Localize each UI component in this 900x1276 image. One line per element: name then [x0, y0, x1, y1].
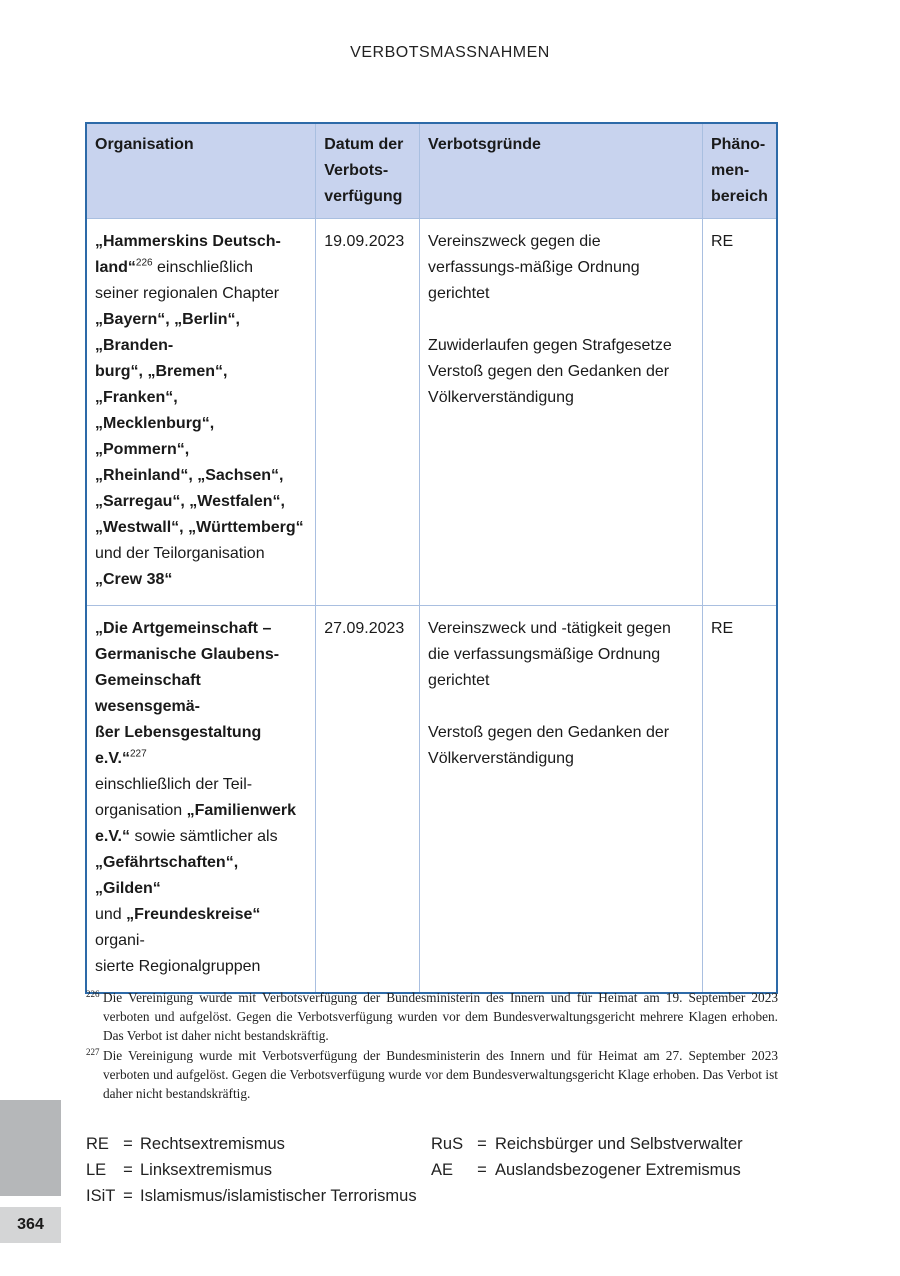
footnote-226: 226 Die Vereinigung wurde mit Verbotsverfügung der Bundesministerin des Innern und für Heimat am 19. September 2023 verboten und aufgelöst. Gegen die Verbotsverfügung wurden vor dem Bundesverwaltungsgericht mehrere Klagen erhoben. Das Verbot ist daher nicht bestandskräftig.: [86, 989, 778, 1044]
footnotes: [86, 988, 778, 1103]
cell-datum: 19.09.2023: [316, 219, 420, 606]
legend-item: AE = Auslandsbezogener Extremismus: [431, 1161, 741, 1179]
margin-tab: [0, 1100, 61, 1196]
header-organisation: Organisation: [86, 123, 316, 219]
legend-item: LE = Linksextremismus: [86, 1161, 273, 1179]
legend-item: ISiT = Islamismus/islamistischer Terrorismus: [86, 1187, 417, 1205]
table-row: [86, 606, 777, 994]
abbreviation-legend-left: [86, 1131, 417, 1209]
footnote-227: 227 Die Vereinigung wurde mit Verbotsverfügung der Bundesministerin des Innern und für Heimat am 27. September 2023 verboten und aufgelöst. Gegen die Verbotsverfügung wurde vor dem Bundesverwaltungsgericht Klage erhoben. Das Verbot ist daher nicht bestandskräftig.: [86, 1046, 778, 1102]
header-verbotsgruende: Verbotsgründe: [420, 123, 703, 219]
cell-datum: 27.09.2023: [316, 606, 420, 994]
legend-item: RE = Rechtsextremismus: [86, 1135, 285, 1153]
bans-table: [85, 122, 778, 994]
footnote-ref[interactable]: 227: [130, 748, 147, 760]
table-header-row: [86, 123, 777, 219]
cell-phaenomenbereich: RE: [702, 606, 777, 994]
page-number: 364: [0, 1207, 61, 1243]
cell-verbotsgruende: Vereinszweck gegen die verfassungs-mäßige Ordnung gerichtet Zuwiderlaufen gegen Strafgesetze Verstoß gegen den Gedanken der Völkerverständigung: [420, 219, 703, 606]
footnote-ref[interactable]: 226: [135, 257, 153, 269]
table-row: [86, 219, 777, 606]
cell-phaenomenbereich: RE: [702, 219, 777, 606]
abbreviation-legend-right: [431, 1131, 743, 1183]
cell-organisation: „Die Artgemeinschaft – Germanische Glaubens- Gemeinschaft wesensgemä- ßer Lebensgestaltung e.V.“$^{227}$ einschließlich der Teil- organisation „Familienwerk e.V.“ sowie sämtlicher als „Gefährtschaften“, „Gilden“ und „Freundeskreise“ organi- sierte Regionalgruppen: [86, 606, 316, 994]
cell-verbotsgruende: Vereinszweck und -tätigkeit gegen die verfassungsmäßige Ordnung gerichtet Verstoß gegen den Gedanken der Völkerverständigung: [420, 606, 703, 994]
running-head: VERBOTSMASSNAHMEN: [350, 44, 550, 61]
header-phaenomenbereich: Phäno- men- bereich: [702, 123, 777, 219]
header-datum: Datum der Verbots- verfügung: [316, 123, 420, 219]
cell-organisation: „Hammerskins Deutsch- land“$^{226}$ einschließlich seiner regionalen Chapter „Bayern“, „Berlin“, „Branden- burg“, „Bremen“, „Franken“, „Mecklenburg“, „Pommern“, „Rheinland“, „Sachsen“, „Sarregau“, „Westfalen“, „Westwall“, „Württemberg“ und der Teilorganisation „Crew 38“: [86, 219, 316, 606]
legend-item: RuS = Reichsbürger und Selbstverwalter: [431, 1135, 743, 1153]
